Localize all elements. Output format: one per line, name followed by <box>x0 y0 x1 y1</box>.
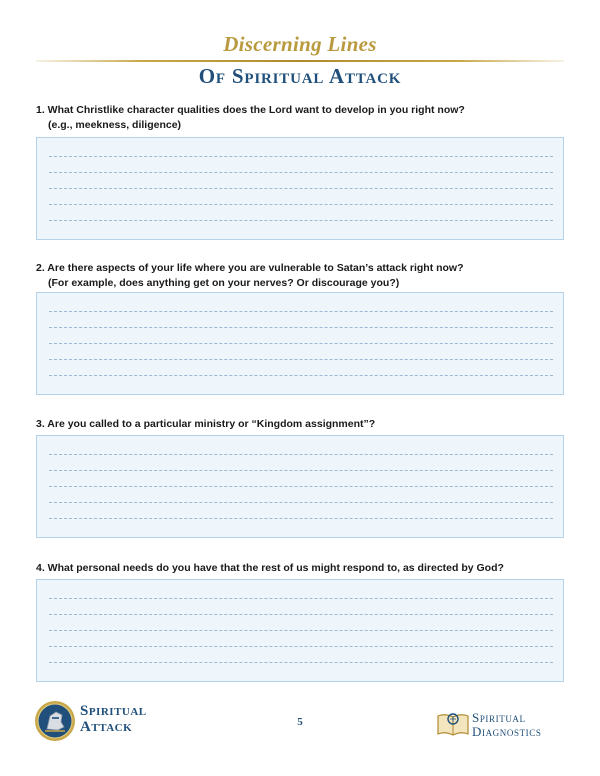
title-divider <box>36 60 564 62</box>
question-2-text: 2. Are there aspects of your life where you are vulnerable to Satan’s attack right now? <box>36 262 464 274</box>
answer-line <box>49 220 553 221</box>
question-1 <box>36 103 566 133</box>
answer-line <box>49 156 553 157</box>
answer-line <box>49 470 553 471</box>
answer-line <box>49 311 553 312</box>
spiritual-diagnostics-brand <box>472 711 542 739</box>
answer-line <box>49 343 553 344</box>
answer-line <box>49 630 553 631</box>
answer-line <box>49 518 553 519</box>
question-2 <box>36 261 566 291</box>
brand-line-1: Spiritual <box>472 710 526 725</box>
answer-line <box>49 614 553 615</box>
question-3-text: 3. Are you called to a particular ministry or “Kingdom assignment”? <box>36 418 376 430</box>
page-title-main: Of Spiritual Attack <box>198 64 402 88</box>
brand-line-2: Diagnostics <box>472 724 542 739</box>
answer-line <box>49 375 553 376</box>
brand-line-1: Spiritual <box>80 703 147 719</box>
question-4-text: 4. What personal needs do you have that the rest of us might respond to, as directed by God? <box>36 562 504 574</box>
question-2-hint: (For example, does anything get on your nerves? Or discourage you?) <box>48 277 400 289</box>
question-4 <box>36 561 566 576</box>
answer-line <box>49 204 553 205</box>
question-1-hint: (e.g., meekness, diligence) <box>48 119 182 131</box>
answer-box-1[interactable] <box>36 137 564 240</box>
answer-box-3[interactable] <box>36 435 564 538</box>
answer-line <box>49 327 553 328</box>
answer-line <box>49 359 553 360</box>
answer-line <box>49 502 553 503</box>
open-book-icon <box>436 710 470 738</box>
answer-line <box>49 646 553 647</box>
question-3 <box>36 417 566 432</box>
brand-line-2: Attack <box>80 719 133 735</box>
page-title-top: Discerning Lines <box>223 32 377 56</box>
answer-line <box>49 662 553 663</box>
answer-box-2[interactable] <box>36 292 564 395</box>
question-1-text: 1. What Christlike character qualities does the Lord want to develop in you right now? <box>36 104 465 116</box>
answer-line <box>49 454 553 455</box>
answer-line <box>49 486 553 487</box>
answer-line <box>49 172 553 173</box>
answer-box-4[interactable] <box>36 579 564 682</box>
page-number: 5 <box>297 716 303 728</box>
spiritual-diagnostics-logo <box>436 708 570 742</box>
answer-line <box>49 598 553 599</box>
answer-line <box>49 188 553 189</box>
